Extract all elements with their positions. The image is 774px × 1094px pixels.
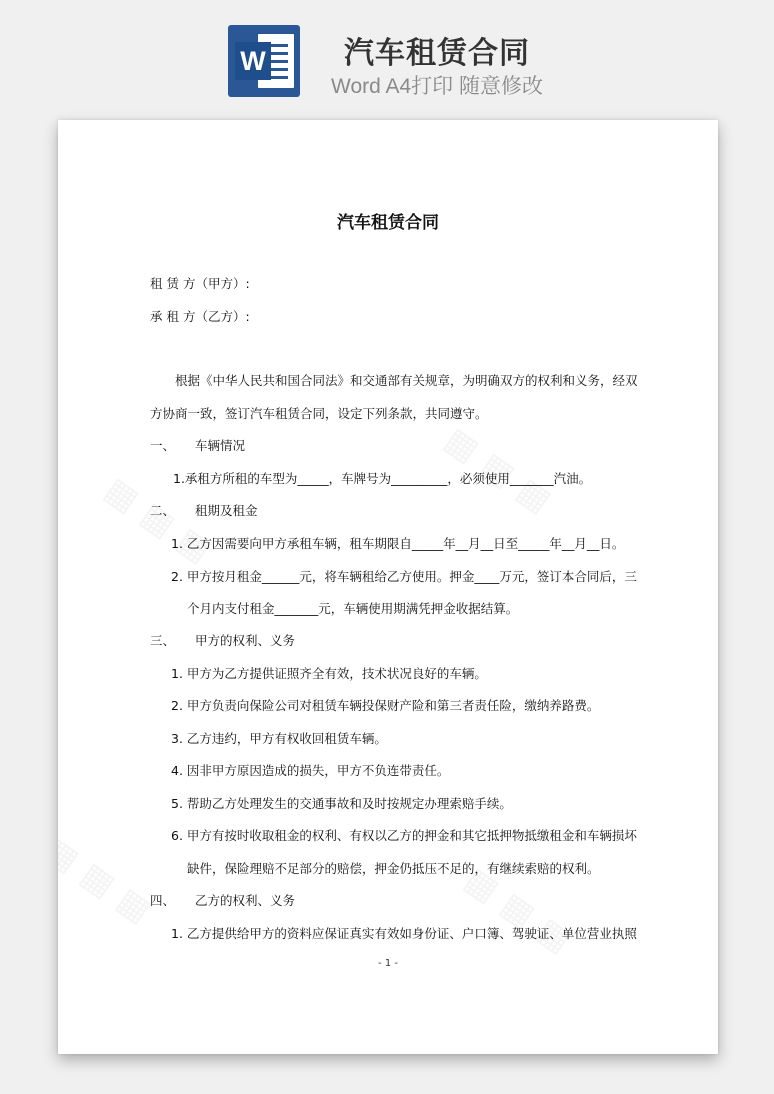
page-number: - 1 -: [378, 958, 398, 969]
section-number: 三、: [150, 633, 176, 648]
clause-line: 2. 甲方负责向保险公司对租赁车辆投保财产险和第三者责任险，缴纳养路费。: [171, 698, 600, 713]
clause-line: 6. 甲方有按时收取租金的权利、有权以乙方的押金和其它抵押物抵缴租金和车辆损坏: [171, 828, 637, 843]
watermark-graphic: [58, 829, 159, 931]
header-banner: [0, 0, 774, 110]
header-subtitle: Word A4打印 随意修改: [331, 75, 543, 98]
clause-line: 1. 乙方因需要向甲方承租车辆，租车期限自_____年__月__日至_____年__月__日。: [171, 536, 625, 551]
section-number: 四、: [150, 893, 176, 908]
party-b-label: 承 租 方（乙方）:: [150, 309, 250, 324]
section-heading: 甲方的权利、义务: [195, 633, 296, 648]
party-a-label: 租 赁 方（甲方）:: [150, 276, 250, 291]
clause-line: 1.承租方所租的车型为_____，车牌号为_________，必须使用_______汽油。: [173, 471, 592, 486]
clause-line: 个月内支付租金_______元，车辆使用期满凭押金收据结算。: [187, 601, 519, 616]
section-number: 一、: [150, 438, 176, 453]
clause-line: 缺件，保险理赔不足部分的赔偿，押金仍抵压不足的，有继续索赔的权利。: [187, 861, 600, 876]
clause-line: 3. 乙方违约，甲方有权收回租赁车辆。: [171, 731, 387, 746]
intro-paragraph-line: 根据《中华人民共和国合同法》和交通部有关规章，为明确双方的权利和义务，经双: [175, 373, 638, 388]
word-document-icon: [228, 25, 300, 97]
intro-paragraph-line: 方协商一致，签订汽车租赁合同，设定下列条款，共同遵守。: [150, 406, 488, 421]
clause-line: 1. 乙方提供给甲方的资料应保证真实有效如身份证、户口簿、驾驶证、单位营业执照: [171, 926, 637, 941]
section-heading: 乙方的权利、义务: [195, 893, 296, 908]
clause-line: 1. 甲方为乙方提供证照齐全有效，技术状况良好的车辆。: [171, 666, 487, 681]
section-number: 二、: [150, 503, 176, 518]
clause-line: 2. 甲方按月租金______元，将车辆租给乙方使用。押金____万元，签订本合同后，三: [171, 569, 637, 584]
section-heading: 车辆情况: [195, 438, 246, 453]
clause-line: 5. 帮助乙方处理发生的交通事故和及时按规定办理索赔手续。: [171, 796, 512, 811]
header-title: 汽车租赁合同: [344, 36, 530, 71]
document-page: [58, 120, 718, 1054]
section-heading: 租期及租金: [195, 503, 258, 518]
word-logo-letter: W: [235, 42, 271, 80]
document-title: 汽车租赁合同: [337, 213, 439, 233]
clause-line: 4. 因非甲方原因造成的损失，甲方不负连带责任。: [171, 763, 450, 778]
